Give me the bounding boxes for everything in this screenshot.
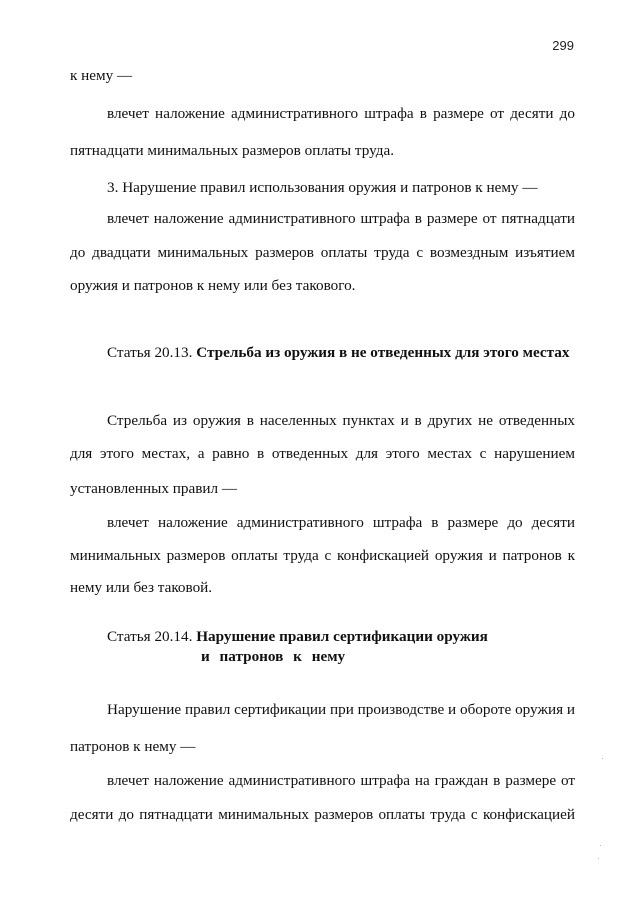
scan-speck [598, 858, 599, 859]
text-line: десяти до пятнадцати минимальных размеров оплаты труда с конфискацией [70, 806, 575, 823]
article-number: Статья 20.13. [107, 344, 193, 361]
article-heading [107, 627, 488, 647]
text-line: влечет наложение административного штрафа в размере от десяти до [107, 105, 575, 122]
text-line: Стрельба из оружия в населенных пунктах и в других не отведенных [107, 412, 575, 429]
text-line: установленных правил — [70, 480, 238, 497]
scan-speck [600, 845, 601, 846]
text-line: влечет наложение административного штрафа на граждан в размере от [107, 772, 575, 789]
scan-speck [602, 758, 603, 759]
article-number: Статья 20.14. [107, 628, 193, 645]
text-line: влечет наложение административного штрафа в размере до десяти [107, 514, 575, 531]
article-title-line2: и патронов к нему [201, 648, 346, 665]
text-line: к нему — [70, 67, 133, 84]
text-line: Нарушение правил сертификации при производстве и обороте оружия и [107, 701, 575, 718]
text-line: патронов к нему — [70, 738, 196, 755]
text-line: нему или без таковой. [70, 579, 213, 596]
article-title: Стрельба из оружия в не отведенных для этого местах [196, 344, 570, 361]
article-heading-continued [201, 647, 345, 667]
text-line: 3. Нарушение правил использования оружия и патронов к нему — [107, 179, 538, 196]
text-line: влечет наложение административного штрафа в размере от пятнадцати [107, 210, 575, 227]
article-heading [107, 343, 569, 363]
text-line: оружия и патронов к нему или без такового. [70, 277, 356, 294]
text-line: минимальных размеров оплаты труда с конфискацией оружия и патронов к [70, 547, 575, 564]
article-title: Нарушение правил сертификации оружия [196, 628, 488, 645]
text-line: для этого местах, а равно в отведенных для этого местах с нарушением [70, 445, 575, 462]
text-line: до двадцати минимальных размеров оплаты труда с возмездным изъятием [70, 244, 575, 261]
text-line: пятнадцати минимальных размеров оплаты труда. [70, 142, 395, 159]
page-number: 299 [552, 38, 574, 53]
